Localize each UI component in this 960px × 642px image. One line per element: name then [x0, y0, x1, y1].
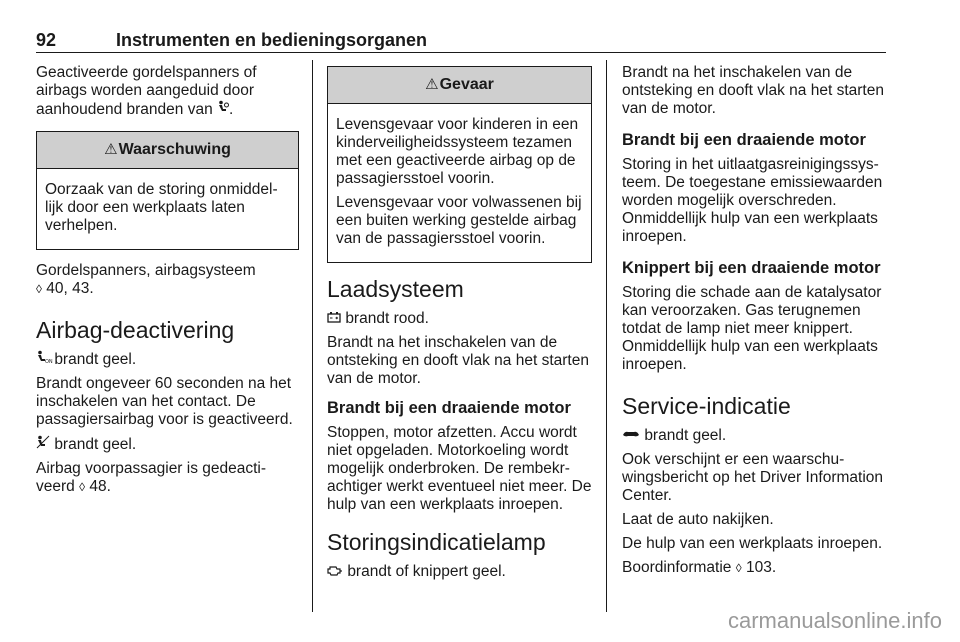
watermark: carmanualsonline.info [727, 608, 942, 633]
intro-paragraph: Brandt na het inschakelen van de ontsteking en dooft vlak na het starten van de motor. [622, 64, 884, 117]
warning-triangle-icon: ⚠ [104, 141, 118, 158]
heading-storingsindicatielamp: Storingsindicatielamp [327, 529, 546, 555]
heading-running-engine: Brandt bij een draaiende motor [327, 399, 571, 417]
intro-paragraph: Geactiveerde gordelspanners of airbags worden aangeduid door aanhoudend branden van . [36, 64, 257, 118]
heading-airbag-deactivering: Airbag-deactivering [36, 317, 235, 343]
airbag-off-icon [36, 435, 50, 453]
service-paragraph-4: Boordinformatie ◊ 103. [622, 559, 777, 576]
battery-icon [327, 309, 341, 327]
airbag-on-line: ON brandt geel. [36, 350, 299, 369]
danger-text-2: Levensgevaar voor volwassenen bij een buiten werking gestelde airbag van de passagiersstoel voorin. [336, 194, 582, 247]
service-line: brandt geel. [622, 426, 887, 445]
heading-blinking-engine: Knippert bij een draaiende motor [622, 259, 881, 277]
airbag-indicator-icon [217, 100, 229, 118]
danger-box [327, 66, 592, 263]
column-divider-2 [606, 60, 607, 612]
page-title: Instrumenten en bedieningsorganen [116, 30, 428, 50]
heading-service-indicatie: Service-indicatie [622, 393, 791, 419]
ref-arrow-icon: ◊ [36, 282, 42, 296]
warning-box-header: ⚠Waarschuwing [37, 132, 298, 169]
laad-line: brandt rood. [327, 309, 592, 328]
column-1 [36, 64, 299, 502]
page-number: 92 [36, 30, 57, 50]
danger-text-1: Levensgevaar voor kinderen in een kinderveiligheidssysteem tezamen met een geactiveerde airbag op de passagiersstoel voorin. [336, 116, 579, 187]
heading-laadsysteem: Laadsysteem [327, 276, 464, 302]
service-wrench-icon [622, 426, 640, 444]
column-divider-1 [312, 60, 313, 612]
running-paragraph: Stoppen, motor afzetten. Accu wordt niet opgeladen. Motorkoeling wordt mogelijk onderbroken. De rembekrachtiger werkt eventueel niet meer. De hulp van een werkplaats inroepen. [327, 424, 592, 513]
ref-arrow-icon: ◊ [79, 480, 86, 494]
column-3 [622, 64, 887, 583]
warning-triangle-icon: ⚠ [425, 76, 439, 93]
airbag-off-line: brandt geel. [36, 435, 299, 454]
service-paragraph-3: De hulp van een werkplaats inroepen. [622, 535, 883, 552]
page-header [36, 30, 886, 53]
column-2 [327, 66, 592, 587]
cross-reference: Gordelspanners, airbagsysteem ◊ 40, 43. [36, 262, 256, 297]
ref-arrow-icon: ◊ [735, 561, 742, 575]
storing-line: brandt of knippert geel. [327, 562, 592, 581]
blinking-paragraph: Storing die schade aan de katalysator kan veroorzaken. Gas terugnemen totdat de lamp niet meer knippert. Onmiddellijk hulp van een werkplaats inroepen. [622, 284, 882, 373]
airbag-on-icon [36, 350, 53, 368]
engine-icon [327, 562, 343, 580]
danger-box-header: ⚠Gevaar [328, 67, 591, 104]
warning-box [36, 131, 299, 250]
laad-paragraph: Brandt na het inschakelen van de ontsteking en dooft vlak na het starten van de motor. [327, 334, 589, 387]
airbag-on-paragraph: Brandt ongeveer 60 seconden na het inschakelen van het contact. De passagiersairbag voor is geactiveerd. [36, 375, 293, 428]
airbag-off-paragraph: Airbag voorpassagier is gedeactiveerd ◊ 48. [36, 460, 267, 495]
running-paragraph: Storing in het uitlaatgasreinigingssysteem. De toegestane emissiewaarden worden mogelijk overschreden. Onmiddellijk hulp van een werkplaats inroepen. [622, 156, 883, 245]
warning-text: Oorzaak van de storing onmiddellijk door een werkplaats laten verhelpen. [45, 181, 278, 234]
svg-text:ON: ON [45, 359, 53, 365]
service-paragraph-2: Laat de auto nakijken. [622, 511, 774, 528]
service-paragraph-1: Ook verschijnt er een waarschuwingsbericht op het Driver Information Center. [622, 451, 884, 504]
heading-running-engine: Brandt bij een draaiende motor [622, 131, 866, 149]
